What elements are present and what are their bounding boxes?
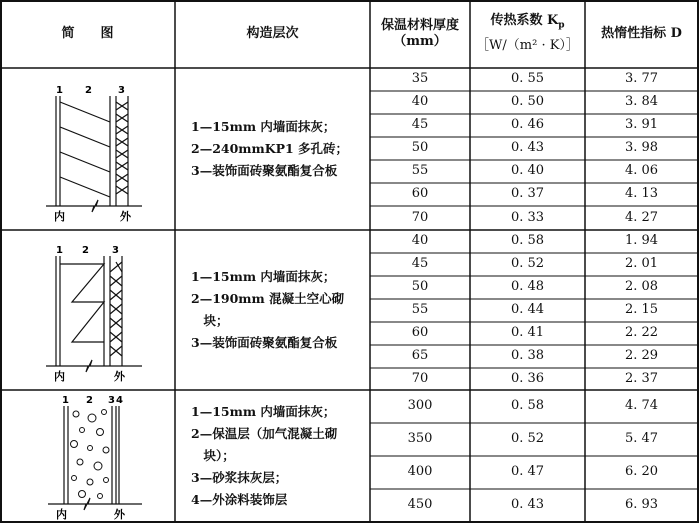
layer-item: 2—保温层（加气混凝土砌 块）； (191, 426, 338, 463)
thickness-cell: 70 (411, 209, 429, 225)
header-diagram-label: 简 图 (61, 25, 114, 41)
diagram-2-num-1: 1 (56, 245, 63, 256)
d-cell: 4. 06 (624, 163, 659, 179)
kp-cell: 0. 52 (510, 256, 545, 272)
diagram-1-num-3: 3 (118, 85, 125, 96)
layer-item: 1—15mm 内墙面抹灰； (191, 269, 336, 284)
d-cell: 3. 98 (624, 140, 659, 156)
layer-item: 1—15mm 内墙面抹灰； (191, 119, 336, 134)
kp-cell: 0. 58 (510, 398, 545, 414)
layers-group-1 (175, 68, 370, 230)
d-cell: 1. 94 (624, 233, 659, 249)
thickness-cell: 45 (411, 117, 429, 133)
kp-cell: 0. 46 (510, 117, 545, 133)
d-cell: 3. 91 (624, 117, 659, 133)
d-cell: 2. 01 (624, 256, 659, 272)
kp-cell: 0. 50 (510, 94, 545, 110)
header-d (585, 0, 698, 68)
diagram-3-num-1: 1 (62, 395, 69, 406)
diagram-3-outer: 外 (114, 508, 125, 521)
thickness-cell: 35 (411, 71, 429, 87)
header-layers-label: 构造层次 (246, 25, 299, 41)
diagram-3-num-2: 2 (86, 395, 93, 406)
header-kp-label: 传热系数 K (490, 13, 559, 29)
thickness-cell: 50 (411, 140, 429, 156)
diagram-1-num-2: 2 (85, 85, 92, 96)
layers-group-3 (175, 390, 370, 522)
thickness-cell: 65 (411, 348, 429, 364)
kp-cell: 0. 48 (510, 279, 545, 295)
layer-item: 3—砂浆抹灰层； (191, 470, 288, 485)
kp-cell: 0. 44 (510, 302, 545, 318)
thickness-cell: 60 (411, 186, 429, 202)
wall-diagram-3 (42, 392, 152, 522)
layer-item: 4—外涂料装饰层 (191, 492, 288, 507)
header-diagram (0, 0, 175, 68)
header-d-label: 热惰性指标 D (601, 25, 682, 41)
d-cell: 6. 20 (624, 464, 659, 480)
diagram-3-inner: 内 (56, 508, 67, 521)
diagram-2-num-3: 3 (112, 245, 119, 256)
d-cell: 2. 15 (624, 302, 659, 318)
layer-item: 1—15mm 内墙面抹灰； (191, 404, 336, 419)
kp-cell: 0. 33 (510, 209, 545, 225)
d-cell: 3. 84 (624, 94, 659, 110)
diagram-3-num-4: 4 (116, 395, 123, 406)
layer-item: 2—240mmKP1 多孔砖； (191, 141, 349, 156)
kp-cell: 0. 55 (510, 71, 545, 87)
kp-cell: 0. 58 (510, 233, 545, 249)
diagram-3-num-3: 3 (108, 395, 115, 406)
diagram-1-outer: 外 (120, 210, 131, 222)
thickness-cell: 40 (411, 233, 429, 249)
diagram-2-num-2: 2 (82, 245, 89, 256)
d-cell: 4. 27 (624, 209, 659, 225)
thickness-cell: 40 (411, 94, 429, 110)
wall-diagram-2 (42, 242, 152, 382)
thickness-cell: 450 (407, 497, 433, 513)
header-thickness-label: 保温材料厚度 （mm） (380, 17, 459, 49)
d-cell: 6. 93 (624, 497, 659, 513)
kp-cell: 0. 40 (510, 163, 545, 179)
diagram-1-inner: 内 (54, 210, 65, 222)
layers-group-2 (175, 230, 370, 390)
diagram-2-outer: 外 (114, 370, 125, 382)
d-cell: 2. 22 (624, 325, 659, 341)
header-kp (470, 0, 585, 68)
thickness-cell: 400 (407, 464, 433, 480)
thickness-cell: 350 (407, 431, 433, 447)
header-kp-unit: ［W/（m² · K）］ (476, 38, 579, 54)
diagram-2-inner: 内 (54, 370, 65, 382)
d-cell: 2. 29 (624, 348, 659, 364)
kp-cell: 0. 41 (510, 325, 545, 341)
d-cell: 3. 77 (624, 71, 659, 87)
d-cell: 4. 74 (624, 398, 659, 414)
diagram-1-num-1: 1 (56, 85, 63, 96)
thickness-cell: 55 (411, 163, 429, 179)
thickness-cell: 70 (411, 370, 429, 386)
kp-cell: 0. 52 (510, 431, 545, 447)
d-cell: 5. 47 (624, 431, 659, 447)
kp-cell: 0. 47 (510, 464, 545, 480)
header-layers (175, 0, 370, 68)
kp-cell: 0. 38 (510, 348, 545, 364)
kp-cell: 0. 36 (510, 370, 545, 386)
thickness-cell: 60 (411, 325, 429, 341)
kp-cell: 0. 43 (510, 140, 545, 156)
d-cell: 2. 37 (624, 370, 659, 386)
thickness-cell: 50 (411, 279, 429, 295)
layer-item: 3—装饰面砖聚氨酯复合板 (191, 335, 338, 350)
thickness-cell: 45 (411, 256, 429, 272)
thickness-cell: 300 (407, 398, 433, 414)
layer-item: 3—装饰面砖聚氨酯复合板 (191, 163, 338, 178)
header-thickness (370, 0, 470, 68)
kp-cell: 0. 43 (510, 497, 545, 513)
header-kp-sub: p (558, 21, 565, 32)
layer-item: 2—190mm 混凝土空心砌 块； (191, 291, 345, 328)
kp-cell: 0. 37 (510, 186, 545, 202)
d-cell: 2. 08 (624, 279, 659, 295)
thickness-cell: 55 (411, 302, 429, 318)
wall-diagram-1 (42, 82, 152, 222)
d-cell: 4. 13 (624, 186, 659, 202)
